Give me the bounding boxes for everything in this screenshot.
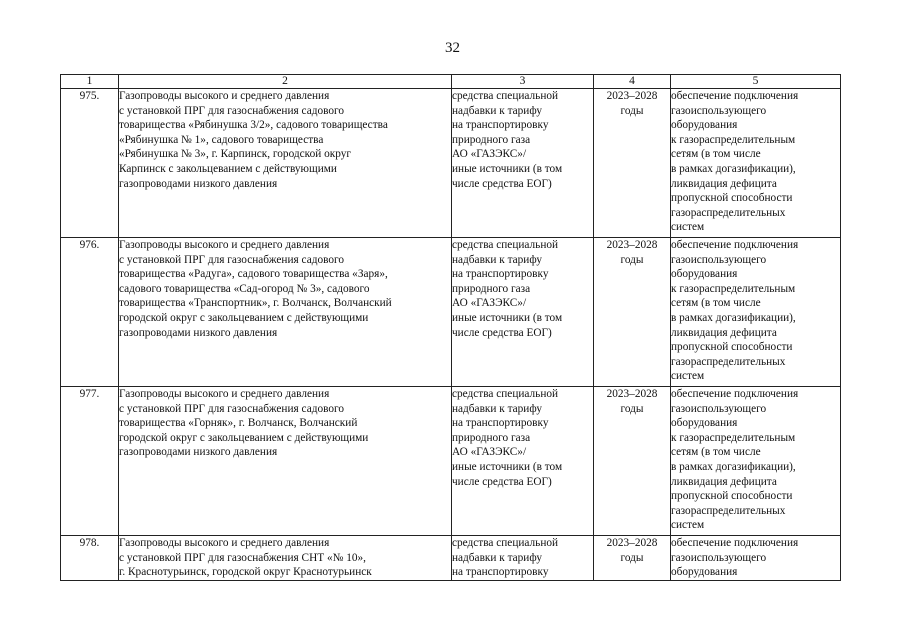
text-line: газораспределительных (671, 206, 786, 219)
text-line: числе средства ЕОГ) (452, 177, 552, 190)
text-line: на транспортировку (452, 268, 549, 281)
text-line: систем (671, 221, 705, 234)
text-line: с установкой ПРГ для газоснабжения садового (119, 104, 345, 117)
text-line: числе средства ЕОГ) (452, 326, 552, 339)
text-line: газоиспользующего (671, 551, 767, 564)
text-line: г. Краснотурьинск, городской округ Краснотурьинск (119, 566, 372, 579)
text-line: сетям (в том числе (671, 148, 761, 161)
column-header-2: 2 (119, 75, 452, 89)
text-line: средства специальной (452, 537, 559, 549)
text-line: природного газа (452, 282, 531, 295)
text-line: Газопроводы высокого и среднего давления (119, 90, 330, 102)
text-line: 2023–2028 (606, 239, 658, 251)
text-line: годы (620, 104, 644, 117)
implementation-period (594, 89, 671, 238)
column-header-3: 3 (452, 75, 594, 89)
text-line: ликвидация дефицита (671, 475, 777, 488)
text-line: газоиспользующего (671, 402, 767, 415)
header-row (61, 75, 841, 89)
expected-result (671, 536, 841, 581)
text-line: садового товарищества «Сад-огород № 3», садового (119, 282, 370, 295)
text-line: в рамках догазификации), (671, 311, 796, 324)
text-line: средства специальной (452, 239, 559, 251)
text-line: АО «ГАЗЭКС»/ (452, 148, 527, 161)
text-line: 2023–2028 (606, 537, 658, 549)
expected-result (671, 387, 841, 536)
text-line: ликвидация дефицита (671, 326, 777, 339)
text-line: оборудования (671, 417, 738, 430)
text-line: обеспечение подключения (671, 388, 799, 400)
text-line: к газораспределительным (671, 431, 796, 444)
text-line: в рамках догазификации), (671, 460, 796, 473)
text-line: систем (671, 519, 705, 532)
implementation-period (594, 238, 671, 387)
row-number: 978. (61, 536, 119, 581)
project-description (119, 387, 452, 536)
text-line: городской округ с закольцеванием с действующими (119, 431, 369, 444)
text-line: АО «ГАЗЭКС»/ (452, 446, 527, 459)
table-row (61, 89, 841, 238)
text-line: газораспределительных (671, 355, 786, 368)
text-line: на транспортировку (452, 417, 549, 430)
text-line: Газопроводы высокого и среднего давления (119, 388, 330, 400)
text-line: товарищества «Радуга», садового товарищества «Заря», (119, 268, 388, 281)
text-line: годы (620, 551, 644, 564)
text-line: «Рябинушка № 1», садового товарищества (119, 133, 324, 146)
text-line: 2023–2028 (606, 388, 658, 400)
text-line: пропускной способности (671, 490, 793, 503)
implementation-period (594, 387, 671, 536)
table-row (61, 387, 841, 536)
implementation-period (594, 536, 671, 581)
text-line: товарищества «Рябинушка 3/2», садового товарищества (119, 119, 388, 132)
project-description (119, 238, 452, 387)
text-line: Газопроводы высокого и среднего давления (119, 537, 330, 549)
text-line: газоиспользующего (671, 104, 767, 117)
text-line: газоиспользующего (671, 253, 767, 266)
text-line: с установкой ПРГ для газоснабжения СНТ «№ 10», (119, 551, 366, 564)
table-row (61, 536, 841, 581)
text-line: обеспечение подключения (671, 537, 799, 549)
text-line: пропускной способности (671, 341, 793, 354)
text-line: к газораспределительным (671, 282, 796, 295)
project-description (119, 536, 452, 581)
text-line: надбавки к тарифу (452, 551, 543, 564)
text-line: газопроводами низкого давления (119, 326, 278, 339)
column-header-4: 4 (594, 75, 671, 89)
text-line: обеспечение подключения (671, 90, 799, 102)
funding-source (452, 89, 594, 238)
text-line: Газопроводы высокого и среднего давления (119, 239, 330, 251)
text-line: числе средства ЕОГ) (452, 475, 552, 488)
text-line: природного газа (452, 431, 531, 444)
text-line: городской округ с закольцеванием с действующими (119, 311, 369, 324)
table-row (61, 238, 841, 387)
text-line: к газораспределительным (671, 133, 796, 146)
text-line: годы (620, 253, 644, 266)
column-header-1: 1 (61, 75, 119, 89)
expected-result (671, 89, 841, 238)
text-line: оборудования (671, 268, 738, 281)
funding-source (452, 536, 594, 581)
text-line: 2023–2028 (606, 90, 658, 102)
row-number: 977. (61, 387, 119, 536)
text-line: иные источники (в том (452, 460, 563, 473)
row-number: 976. (61, 238, 119, 387)
text-line: надбавки к тарифу (452, 104, 543, 117)
text-line: на транспортировку (452, 119, 549, 132)
text-line: с установкой ПРГ для газоснабжения садового (119, 402, 345, 415)
text-line: Карпинск с закольцеванием с действующими (119, 162, 337, 175)
text-line: в рамках догазификации), (671, 162, 796, 175)
text-line: газопроводами низкого давления (119, 446, 278, 459)
funding-source (452, 387, 594, 536)
text-line: иные источники (в том (452, 311, 563, 324)
text-line: сетям (в том числе (671, 446, 761, 459)
text-line: оборудования (671, 119, 738, 132)
text-line: с установкой ПРГ для газоснабжения садового (119, 253, 345, 266)
text-line: обеспечение подключения (671, 239, 799, 251)
text-line: годы (620, 402, 644, 415)
column-header-5: 5 (671, 75, 841, 89)
text-line: природного газа (452, 133, 531, 146)
row-number: 975. (61, 89, 119, 238)
text-line: «Рябинушка № 3», г. Карпинск, городской округ (119, 148, 352, 161)
text-line: товарищества «Горняк», г. Волчанск, Волчанский (119, 417, 358, 430)
text-line: пропускной способности (671, 192, 793, 205)
text-line: ликвидация дефицита (671, 177, 777, 190)
text-line: товарищества «Транспортник», г. Волчанск, Волчанский (119, 297, 392, 310)
project-description (119, 89, 452, 238)
text-line: газораспределительных (671, 504, 786, 517)
text-line: АО «ГАЗЭКС»/ (452, 297, 527, 310)
text-line: надбавки к тарифу (452, 402, 543, 415)
projects-table (60, 74, 841, 581)
text-line: иные источники (в том (452, 162, 563, 175)
text-line: средства специальной (452, 388, 559, 400)
expected-result (671, 238, 841, 387)
text-line: на транспортировку (452, 566, 549, 579)
text-line: газопроводами низкого давления (119, 177, 278, 190)
text-line: оборудования (671, 566, 738, 579)
text-line: сетям (в том числе (671, 297, 761, 310)
table-header (61, 75, 841, 89)
text-line: надбавки к тарифу (452, 253, 543, 266)
text-line: систем (671, 370, 705, 383)
text-line: средства специальной (452, 90, 559, 102)
funding-source (452, 238, 594, 387)
page-number: 32 (445, 40, 460, 56)
